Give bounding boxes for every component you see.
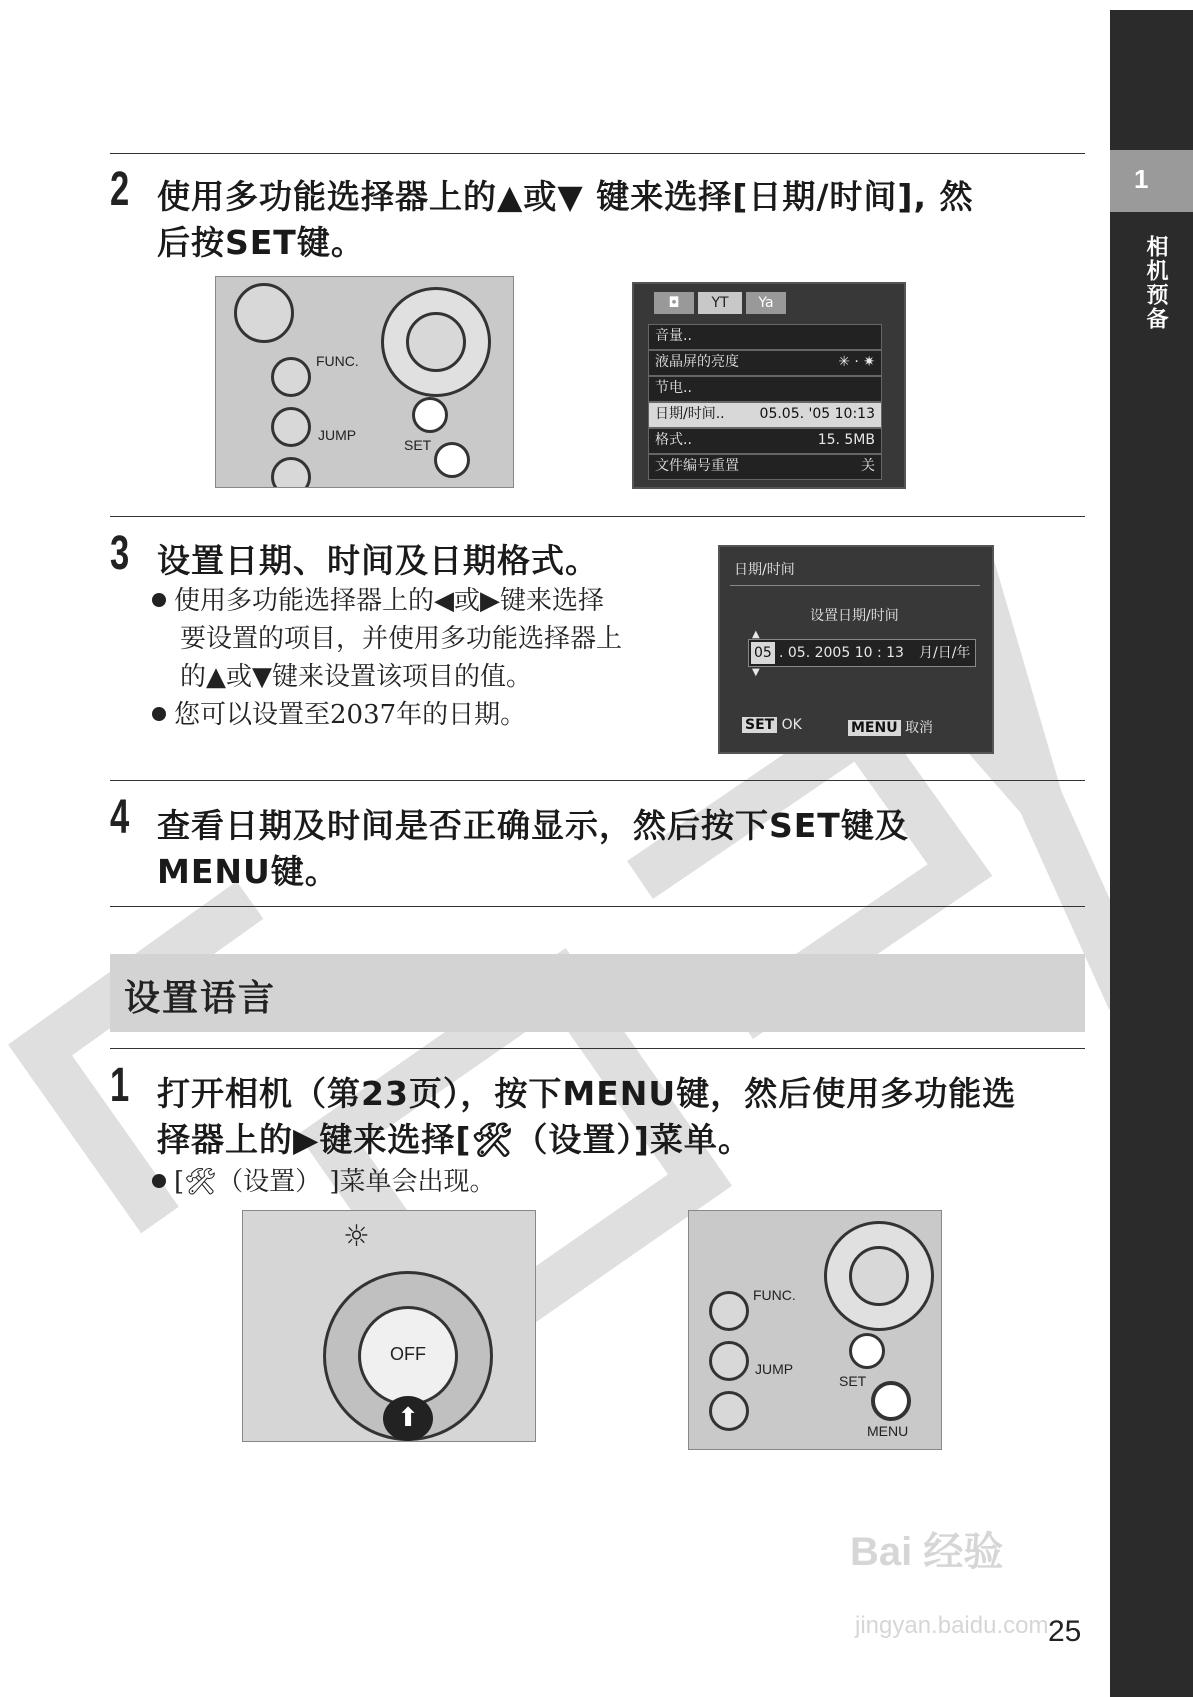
chapter-tab[interactable]	[1110, 150, 1193, 212]
set-button-icon	[412, 397, 448, 433]
camera-back-illustration	[688, 1210, 942, 1450]
press-arrow-icon: ⬆	[383, 1396, 433, 1441]
print-button-icon	[271, 457, 311, 488]
chapter-title: 相机预备	[1143, 235, 1168, 331]
step-title-line: 择器上的▶键来选择[🛠（设置）]菜单。	[157, 1120, 752, 1159]
cancel-hint: MENU 取消	[848, 717, 933, 737]
step-title	[157, 174, 974, 266]
baidu-url: jingyan.baidu.com	[855, 1612, 1049, 1639]
date-field[interactable]	[748, 639, 976, 667]
step-title	[157, 803, 909, 895]
selector-center-icon	[406, 312, 466, 372]
menu-row[interactable]: 文件编号重置 关	[648, 454, 882, 480]
bullet-icon	[152, 593, 166, 607]
mode-dial-icon	[234, 283, 294, 343]
jump-button-icon	[271, 407, 311, 447]
step-title-line: 后按SET键。	[157, 223, 365, 262]
menu-key-icon: MENU	[848, 720, 901, 736]
sun-icon: ☼	[343, 1219, 370, 1254]
ok-hint: SET OK	[742, 717, 802, 733]
screen-header: 日期/时间	[734, 562, 795, 578]
bullet-item: [🛠（设置） ]菜单会出现。	[152, 1163, 496, 1201]
print-button-icon	[709, 1391, 749, 1431]
step-number: 4	[110, 791, 130, 844]
step-number: 2	[110, 163, 130, 216]
set-label: SET	[839, 1373, 867, 1389]
jump-label: JUMP	[755, 1361, 794, 1377]
setup-tab-icon: YT	[698, 292, 742, 314]
divider	[110, 780, 1085, 781]
screen-subheader: 设置日期/时间	[810, 608, 899, 624]
step-title: 设置日期、时间及日期格式。	[157, 541, 599, 580]
power-button-illustration	[242, 1210, 536, 1442]
menu-button-icon	[434, 442, 470, 478]
menu-row[interactable]: 格式.. 15. 5MB	[648, 428, 882, 454]
baidu-watermark: Bai 经验	[850, 1530, 1004, 1574]
date-format[interactable]: 月/日/年	[919, 645, 971, 661]
jump-label: JUMP	[318, 427, 357, 443]
chapter-sidebar	[1110, 10, 1193, 1697]
menu-button-icon	[871, 1381, 911, 1421]
setup-menu-screen	[632, 282, 906, 489]
menu-row-selected[interactable]: 日期/时间.. 05.05. '05 10:13	[648, 402, 882, 428]
bullet-icon	[152, 707, 166, 721]
set-button-icon	[849, 1333, 885, 1369]
menu-row[interactable]: 液晶屏的亮度 ✳ · ✷	[648, 350, 882, 376]
jump-button-icon	[709, 1341, 749, 1381]
selector-center-icon	[849, 1246, 909, 1306]
func-button-icon	[271, 357, 311, 397]
func-button-icon	[709, 1291, 749, 1331]
step-number: 1	[110, 1059, 130, 1112]
step-title-line: 使用多功能选择器上的▲或▼ 键来选择[日期/时间], 然	[157, 177, 974, 216]
set-label: SET	[404, 437, 432, 453]
personal-tab-icon: Ya	[746, 292, 786, 314]
divider	[110, 1048, 1085, 1049]
section-title: 设置语言	[124, 978, 277, 1019]
section-header	[110, 954, 1085, 1032]
page-number: 25	[1048, 1615, 1082, 1648]
chapter-number: 1	[1134, 164, 1149, 194]
step-title-line: 查看日期及时间是否正确显示，然后按下SET键及	[157, 806, 909, 845]
up-arrow-icon: ▲	[752, 629, 760, 640]
screen-divider	[730, 585, 980, 586]
set-key-icon: SET	[742, 717, 777, 733]
func-label: FUNC.	[753, 1287, 796, 1303]
divider	[110, 153, 1085, 154]
camera-tab-icon: ◘	[654, 292, 694, 314]
func-label: FUNC.	[316, 353, 359, 369]
bullet-item: 您可以设置至2037年的日期。	[152, 696, 712, 734]
divider	[110, 906, 1085, 907]
bullet-icon	[152, 1174, 166, 1188]
divider	[110, 516, 1085, 517]
power-label: OFF	[390, 1344, 426, 1364]
bullet-item: 使用多功能选择器上的◀或▶键来选择 要设置的项目，并使用多功能选择器上 的▲或▼键来设置该项目的值。	[152, 582, 712, 696]
down-arrow-icon: ▼	[752, 667, 760, 678]
date-time-screen	[718, 545, 994, 754]
menu-row[interactable]: 节电..	[648, 376, 882, 402]
step-number: 3	[110, 527, 130, 580]
menu-row[interactable]: 音量..	[648, 324, 882, 350]
camera-back-illustration	[215, 276, 514, 488]
day-field[interactable]: 05	[751, 642, 775, 664]
menu-label: MENU	[867, 1423, 909, 1439]
step-title-line: MENU键。	[157, 852, 339, 891]
step-title	[157, 1071, 1016, 1163]
datetime-value[interactable]: . 05. 2005 10 : 13	[779, 645, 904, 661]
step-title-line: 打开相机（第23页），按下MENU键，然后使用多功能选	[157, 1074, 1017, 1113]
